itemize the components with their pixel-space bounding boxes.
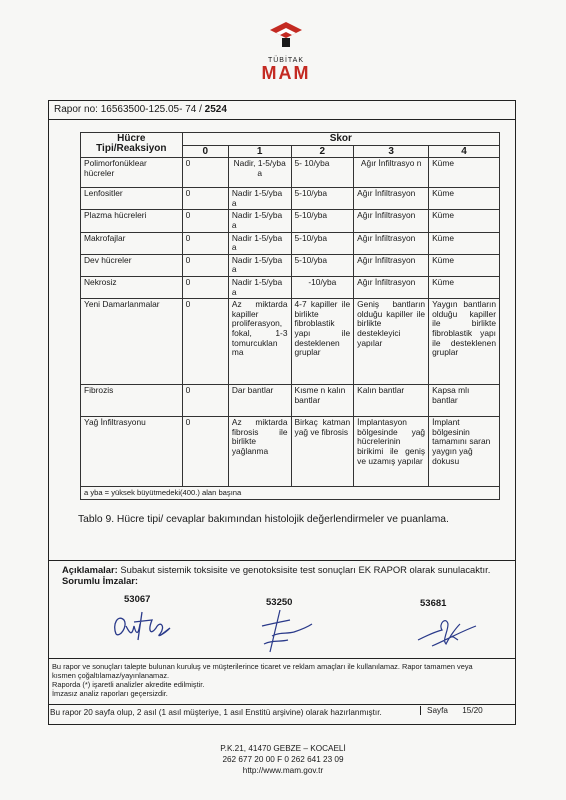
score-cell: -10/yba (291, 276, 354, 298)
score-cell: Ağır İnfiltrasyon (354, 232, 429, 254)
score-cell: Küme (429, 210, 500, 232)
row-name: Makrofajlar (81, 232, 183, 254)
row-name: Nekrosiz (81, 276, 183, 298)
score-col-3: 3 (354, 145, 429, 158)
table-caption: Tablo 9. Hücre tipi/ cevaplar bakımından histolojik değerlendirmeler ve puanlama. (78, 514, 449, 525)
score-cell: Kapsa mlı bantlar (429, 385, 500, 417)
score-cell: 5-10/yba (291, 188, 354, 210)
table-header-row (81, 133, 500, 146)
table-row (81, 254, 500, 276)
score-cell: Nadir 1-5/yba a (228, 276, 291, 298)
score-cell: Ağır İnfiltrasyon (354, 210, 429, 232)
signature-id-3: 53681 (420, 598, 447, 609)
report-number (54, 104, 227, 115)
table-footnote-row (81, 487, 500, 500)
tubitak-mam-logo (258, 20, 314, 82)
score-cell: Ağır İnfiltrasyo n (354, 158, 429, 188)
report-suffix: 2524 (204, 104, 227, 115)
score-col-2: 2 (291, 145, 354, 158)
score-table (80, 132, 500, 500)
signature-id-2: 53250 (266, 597, 293, 608)
page-info-text: Bu rapor 20 sayfa olup, 2 asıl (1 asıl müşteriye, 1 asıl Enstitü arşivine) olarak hazırlanmıştır. (50, 708, 382, 717)
score-cell: Ağır İnfiltrasyon (354, 188, 429, 210)
score-cell: 4-7 kapiller ile birlikte fibroblastik yapı ile desteklenen gruplar (291, 299, 354, 385)
table-footnote: a yba = yüksek büyütmedeki(400.) alan başına (81, 487, 500, 500)
page-label: Sayfa (427, 706, 448, 715)
score-cell: 0 (182, 158, 228, 188)
header-cell-type: Hücre Tipi/Reaksiyon (81, 133, 183, 158)
score-cell: Küme (429, 158, 500, 188)
score-cell: Yaygın bantların olduğu kapiller ile birlikte fibroblastik yapı ile desteklenen gruplar (429, 299, 500, 385)
table-row (81, 188, 500, 210)
score-cell: Ağır İnfiltrasyon (354, 254, 429, 276)
score-cell: 0 (182, 417, 228, 487)
table-row (81, 417, 500, 487)
score-cell: 5-10/yba (291, 210, 354, 232)
score-cell: Kalın bantlar (354, 385, 429, 417)
score-cell: Küme (429, 254, 500, 276)
score-cell: Nadir 1-5/yba a (228, 254, 291, 276)
score-cell: Az miktarda fibrosis ile birlikte yağlanma (228, 417, 291, 487)
score-cell: 5-10/yba (291, 254, 354, 276)
score-cell: 5-10/yba (291, 232, 354, 254)
score-cell: 0 (182, 188, 228, 210)
score-cell: 0 (182, 254, 228, 276)
score-cell: Az miktarda kapiller proliferasyon, fokal, 1-3 tomurcuklan ma (228, 299, 291, 385)
header-cell-score: Skor (182, 133, 499, 146)
disclaimer-line: Raporda (*) işaretli analizler akredite edilmiştir. (52, 680, 205, 689)
row-name: Fibrozis (81, 385, 183, 417)
signature-2-icon (250, 606, 320, 656)
page-value: 15/20 (462, 706, 483, 715)
disclaimer-line: Bu rapor ve sonuçları talepte bulunan kuruluş ve müşterilerince ticaret ve reklam amaçları ile kullanılamaz. Rapor tamamen veya (52, 662, 473, 671)
row-name: Yağ İnfiltrasyonu (81, 417, 183, 487)
disclaimer-divider (48, 658, 516, 659)
website-link[interactable]: http://www.mam.gov.tr (242, 766, 324, 775)
table-row (81, 385, 500, 417)
signature-1-icon (108, 604, 188, 650)
table-row (81, 210, 500, 232)
table-row (81, 232, 500, 254)
row-name: Plazma hücreleri (81, 210, 183, 232)
page-info-divider (48, 704, 516, 705)
header-divider (48, 119, 516, 120)
score-cell: Küme (429, 276, 500, 298)
aciklama-line (62, 564, 490, 575)
table-row (81, 299, 500, 385)
disclaimer-line: kısmen çoğaltılamaz/yayınlanamaz. (52, 671, 170, 680)
score-col-4: 4 (429, 145, 500, 158)
sorumlu-label: Sorumlu İmzalar: (62, 575, 139, 586)
report-label: Rapor no: 16563500-125.05- 74 / (54, 104, 205, 115)
table-row (81, 158, 500, 188)
score-cell: Küme (429, 232, 500, 254)
address-line: P.K.21, 41470 GEBZE – KOCAELİ (220, 744, 346, 753)
score-cell: 0 (182, 232, 228, 254)
score-cell: Dar bantlar (228, 385, 291, 417)
disclaimer-line: İmzasız analiz raporları geçersizdir. (52, 689, 168, 698)
disclaimer (52, 662, 512, 698)
table-row (81, 276, 500, 298)
row-name: Polimorfonüklear hücreler (81, 158, 183, 188)
score-cell: İmplant bölgesinin tamamını saran yaygın yağ dokusu (429, 417, 500, 487)
page-number-box (420, 706, 521, 715)
score-cell: İmplantasyon bölgesinde yağ hücrelerinin birikimi ile geniş ve uzamış yapılar (354, 417, 429, 487)
score-cell: 0 (182, 299, 228, 385)
score-cell: Geniş bantların olduğu kapiller ile birlikte destekleyici yapılar (354, 299, 429, 385)
score-cell: Birkaç katman yağ ve fibrosis (291, 417, 354, 487)
row-name: Lenfositler (81, 188, 183, 210)
aciklama-text: Subakut sistemik toksisite ve genotoksisite test sonuçları EK RAPOR olarak sunulacaktır. (117, 564, 491, 575)
logo-top-text: TÜBİTAK (267, 57, 305, 64)
score-cell: 0 (182, 385, 228, 417)
tubitak-emblem-icon (266, 20, 306, 50)
score-cell: Küme (429, 188, 500, 210)
notes-divider (48, 560, 516, 561)
score-cell: Ağır İnfiltrasyon (354, 276, 429, 298)
score-cell: Nadir 1-5/yba a (228, 188, 291, 210)
score-cell: 5- 10/yba (291, 158, 354, 188)
score-cell: Nadir 1-5/yba a (228, 210, 291, 232)
signature-id-1: 53067 (124, 594, 151, 605)
score-cell: Nadir 1-5/yba a (228, 232, 291, 254)
signature-3-icon (412, 610, 482, 652)
logo-main-text: MAM (261, 63, 311, 83)
phone-line: 262 677 20 00 F 0 262 641 23 09 (222, 755, 344, 764)
score-cell: 0 (182, 210, 228, 232)
row-name: Dev hücreler (81, 254, 183, 276)
score-cell: Kısme n kalın bantlar (291, 385, 354, 417)
score-col-0: 0 (182, 145, 228, 158)
score-cell: Nadir, 1-5/yba a (228, 158, 291, 188)
row-name: Yeni Damarlanmalar (81, 299, 183, 385)
score-cell: 0 (182, 276, 228, 298)
score-col-1: 1 (228, 145, 291, 158)
aciklama-label: Açıklamalar: (62, 564, 118, 575)
